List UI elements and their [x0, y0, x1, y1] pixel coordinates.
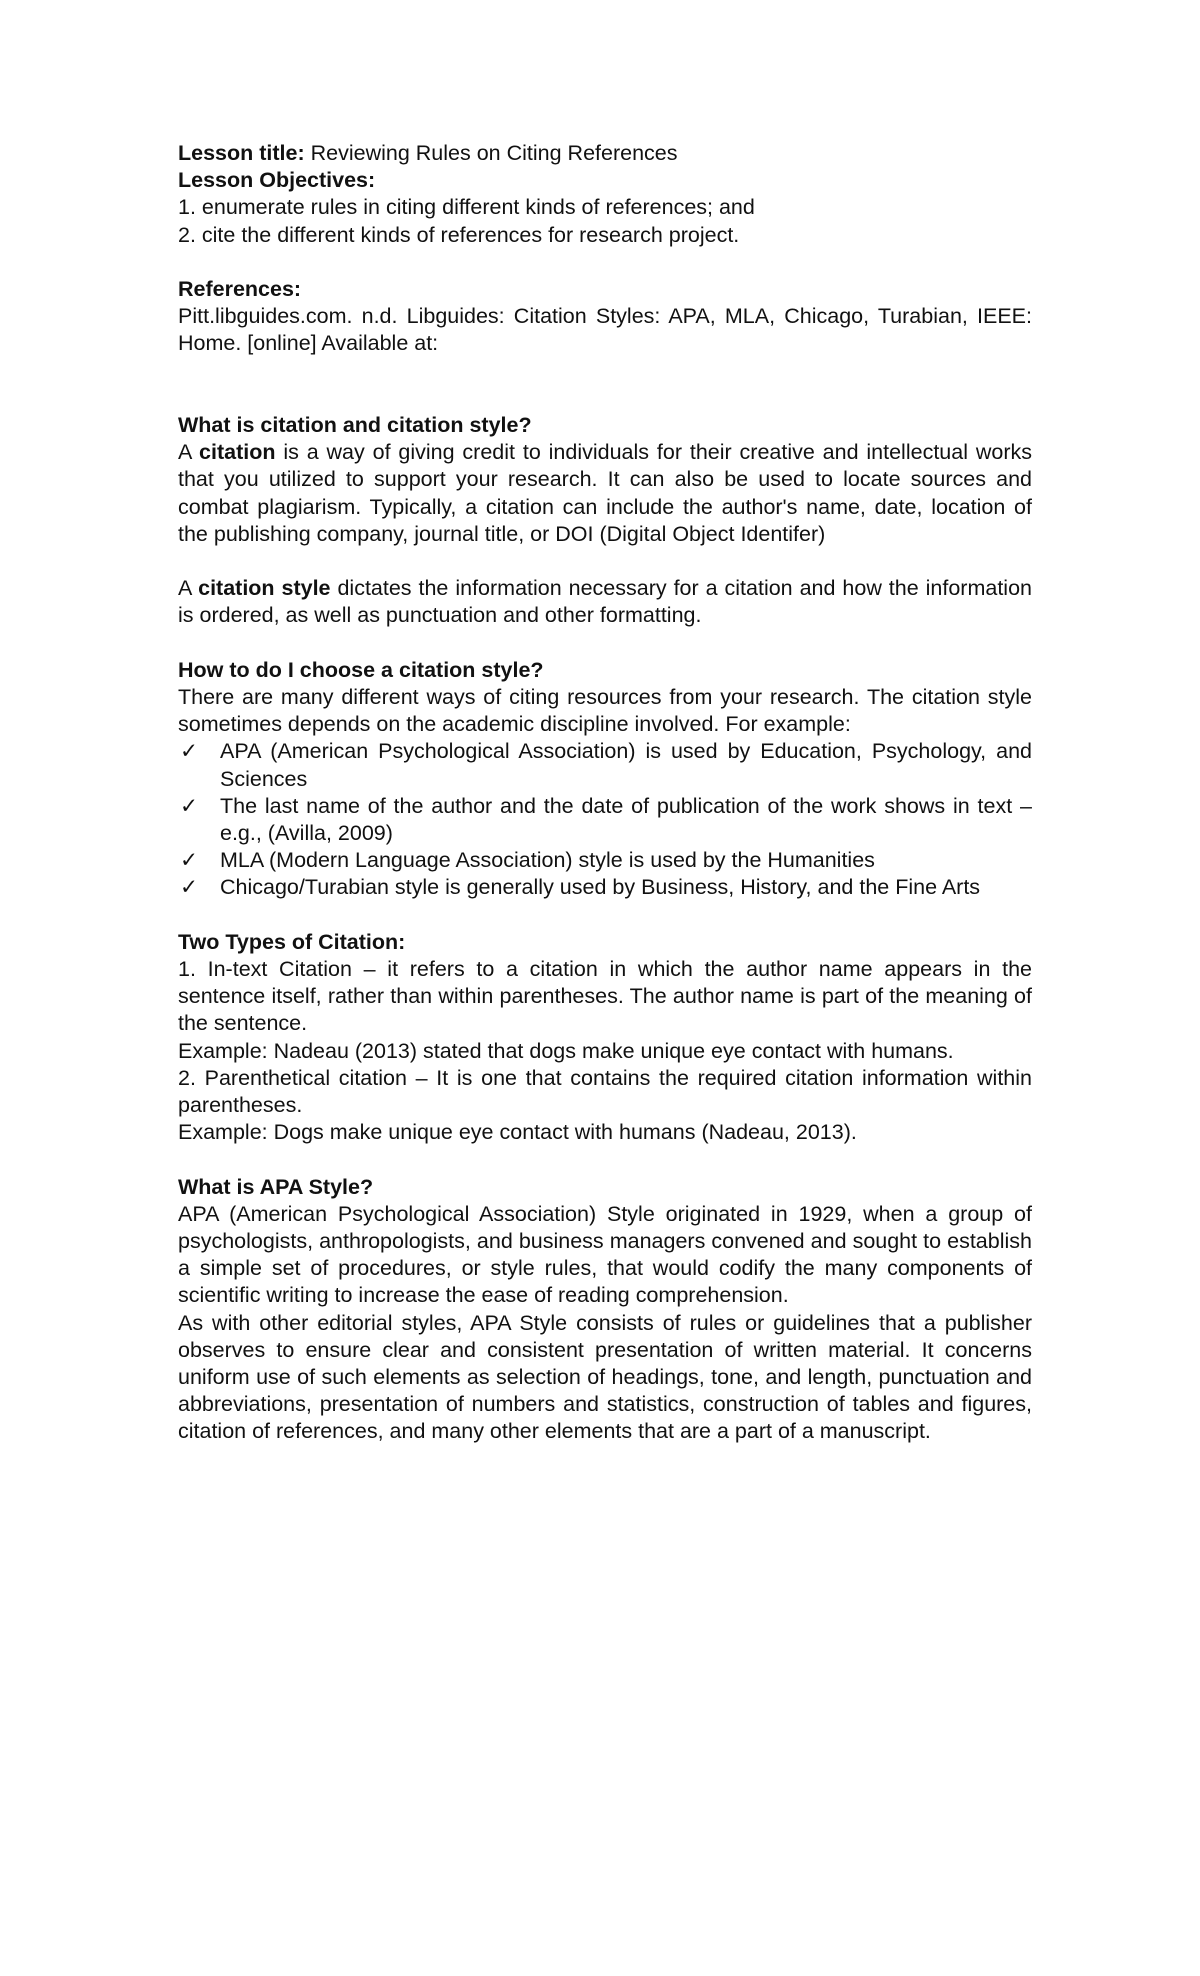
document-page [178, 140, 1032, 1446]
references-heading: References: [178, 277, 302, 301]
apa-paragraph: As with other editorial styles, APA Style consists of rules or guidelines that a publisher observes to ensure clear and consistent presentation of written material. It concerns uniform use of such elements as selection of headings, tone, and length, punctuation and abbreviations, presentation of numbers and statistics, construction of tables and figures, citation of references, and many other elements that are a part of a manuscript. [178, 1310, 1032, 1444]
choose-intro: There are many different ways of citing resources from your research. The citation style sometimes depends on the academic discipline involved. For example: [178, 685, 1032, 737]
type-example: Example: Nadeau (2013) stated that dogs make unique eye contact with humans. [178, 1038, 954, 1063]
list-item [178, 874, 1032, 901]
apa-heading: What is APA Style? [178, 1174, 374, 1199]
types-heading: Two Types of Citation: [178, 929, 406, 954]
citation-p2-post: dictates the information necessary for a citation and how the information is ordered, as well as punctuation and other formatting. [178, 576, 1032, 628]
spacer [178, 358, 1032, 412]
list-item-text: MLA (Modern Language Association) style is used by the Humanities [220, 848, 875, 873]
checkmark-icon: ✓ [180, 793, 199, 818]
type-item: 2. Parenthetical citation – It is one that contains the required citation information within parentheses. [178, 1065, 1032, 1118]
citation-p2-pre: A [178, 576, 199, 601]
type-example: Example: Dogs make unique eye contact with humans (Nadeau, 2013). [178, 1120, 857, 1145]
checkmark-icon: ✓ [180, 739, 199, 764]
spacer [178, 902, 1032, 929]
type-item: 1. In-text Citation – it refers to a citation in which the author name appears in the sentence itself, rather than within parentheses. The author name is part of the meaning of the sentence. [178, 957, 1032, 1036]
apa-paragraph: APA (American Psychological Association) Style originated in 1929, when a group of psychologists, anthropologists, and business managers convened and sought to establish a simple set of procedures, or style rules, that would codify the many components of scientific writing to increase the ease of reading comprehension. [178, 1201, 1032, 1308]
list-item-text: The last name of the author and the date of publication of the work shows in text –e.g., (Avilla, 2009) [220, 793, 1032, 846]
list-item-text: APA (American Psychological Association) is used by Education, Psychology, and Sciences [220, 739, 1032, 791]
references-text: Pitt.libguides.com. n.d. Libguides: Citation Styles: APA, MLA, Chicago, Turabian, IEEE: Home. [online] Available at: [178, 304, 1032, 356]
list-item [178, 738, 1032, 792]
choose-heading: How to do I choose a citation style? [178, 657, 544, 682]
spacer [178, 630, 1032, 657]
lesson-title-value: Reviewing Rules on Citing References [304, 141, 678, 165]
citation-paragraph [178, 439, 1032, 548]
spacer [178, 1146, 1032, 1173]
checkmark-icon: ✓ [180, 848, 199, 873]
citation-style-paragraph [178, 575, 1032, 629]
citation-term: citation [199, 440, 276, 465]
objective-item: 2. cite the different kinds of references for research project. [178, 222, 740, 247]
citation-heading: What is citation and citation style? [178, 413, 532, 437]
lesson-title-label: Lesson title: [178, 141, 305, 165]
citation-style-list [178, 738, 1032, 901]
citation-p1-post: is a way of giving credit to individuals for their creative and intellectual works that you utilized to support your research. It can also be used to locate sources and combat plagiarism. Typically, a citation can include the author's name, date, location of the publishing company, journal title, or DOI (Digital Object Identifer) [178, 440, 1032, 546]
lesson-title-line [178, 140, 1032, 167]
spacer [178, 249, 1032, 276]
lesson-objectives-heading: Lesson Objectives: [178, 168, 376, 193]
list-item-text: Chicago/Turabian style is generally used by Business, History, and the Fine Arts [220, 875, 981, 900]
objective-item: 1. enumerate rules in citing different kinds of references; and [178, 195, 755, 220]
spacer [178, 548, 1032, 575]
list-item [178, 793, 1032, 847]
citation-style-term: citation style [198, 576, 331, 601]
citation-p1-pre: A [178, 440, 200, 465]
list-item [178, 847, 1032, 874]
checkmark-icon: ✓ [180, 875, 199, 900]
